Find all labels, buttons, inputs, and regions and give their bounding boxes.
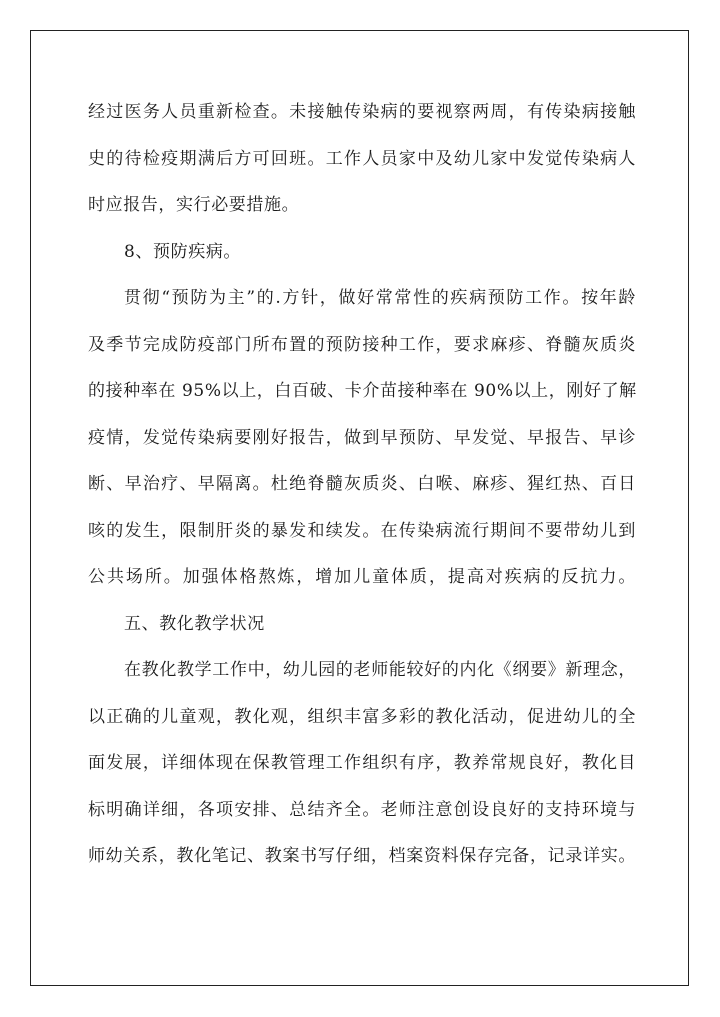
text-line: 面发展，详细体现在保教管理工作组织有序，教养常规良好，教化目 <box>88 753 636 773</box>
text-line: 及季节完成防疫部门所布置的预防接种工作，要求麻疹、脊髓灰质炎 <box>88 334 636 355</box>
text-line: 断、早治疗、早隔离。杜绝脊髓灰质炎、白喉、麻疹、猩红热、百日 <box>88 474 636 494</box>
text-line: 经过医务人员重新检查。未接触传染病的要视察两周，有传染病接触 <box>88 102 636 122</box>
text-line: 疫情，发觉传染病要刚好报告，做到早预防、早发觉、早报告、早诊 <box>88 427 636 448</box>
text-line: 以正确的儿童观，教化观，组织丰富多彩的教化活动，促进幼儿的全 <box>88 706 636 727</box>
text-line: 在教化教学工作中，幼儿园的老师能较好的内化《纲要》新理念， <box>124 660 636 680</box>
text-line: 师幼关系，教化笔记、教案书写仔细，档案资料保存完备，记录详实。 <box>88 846 636 866</box>
text-line: 公共场所。加强体格熬炼，增加儿童体质，提高对疾病的反抗力。 <box>88 567 636 587</box>
text-line: 的接种率在 95%以上，白百破、卡介苗接种率在 90%以上，刚好了解 <box>88 381 637 401</box>
text-line: 贯彻“预防为主”的.方针，做好常常性的疾病预防工作。按年龄 <box>124 288 636 308</box>
text-line: 时应报告，实行必要措施。 <box>88 195 300 215</box>
text-line: 五、教化教学状况 <box>124 613 265 634</box>
text-line: 咳的发生，限制肝炎的暴发和续发。在传染病流行期间不要带幼儿到 <box>88 520 636 541</box>
document-body <box>88 95 636 886</box>
text-line: 史的待检疫期满后方可回班。工作人员家中及幼儿家中发觉传染病人 <box>88 148 636 169</box>
text-line: 标明确详细，各项安排、总结齐全。老师注意创设良好的支持环境与 <box>88 799 636 820</box>
text-line: 8、预防疾病。 <box>124 241 242 262</box>
